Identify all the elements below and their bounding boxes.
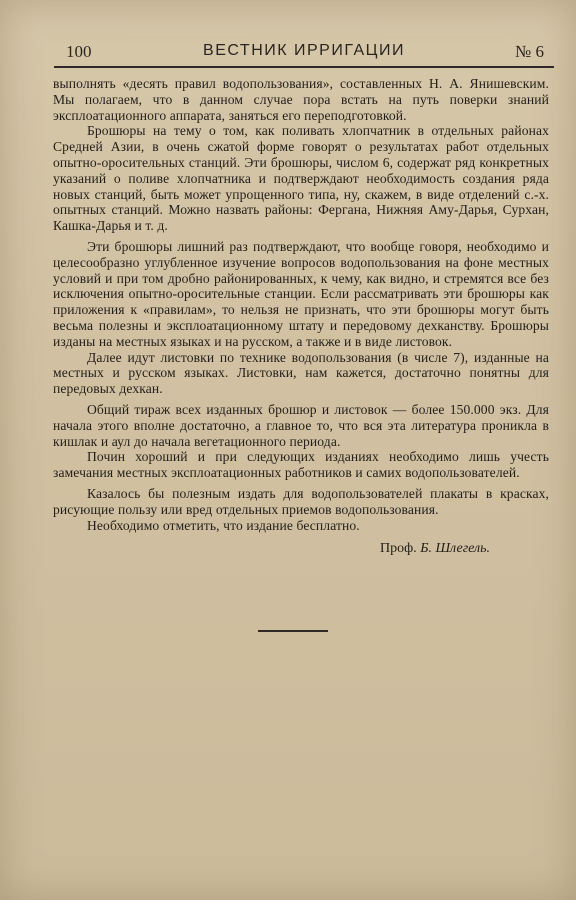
page-number: 100	[66, 42, 92, 61]
paragraph-1: выполнять «десять правил водопользования», составленных Н. А. Янишевским. Мы полагаем, что в данном случае пора встать на путь поверки знаний эксплоатационного аппарата, заняться его переподготовкой.	[53, 76, 549, 123]
header-rule	[54, 66, 554, 68]
article-body	[53, 76, 549, 533]
journal-title: ВЕСТНИК ИРРИГАЦИИ	[203, 42, 405, 59]
author-signature	[380, 541, 490, 557]
paragraph-7: Казалось бы полезным издать для водопользователей плакаты в красках, рисующие пользу или вред отдельных приемов водопользования.	[53, 485, 549, 517]
page-header	[54, 40, 554, 66]
paragraph-6: Почин хороший и при следующих изданиях необходимо лишь учесть замечания местных эксплоатационных работников и самих водопользователей.	[53, 449, 549, 481]
paragraph-5: Общий тираж всех изданных брошюр и листовок — более 150.000 экз. Для начала этого вполне достаточно, а главное то, что вся эта литература проникла в кишлак и аул до начала вегетационного периода.	[53, 401, 549, 449]
paragraph-2: Брошюры на тему о том, как поливать хлопчатник в отдельных районах Средней Азии, в очень сжатой форме говорят о результатах работ отдельных опытно-оросительных станций. Эти брошюры, числом 6, содержат ряд конкретных указаний о поливе хлопчатника и подтверждают необходимость создания ряда новых станций, быть может упрощенного типа, ну, скажем, в виде отделений с.-х. опытных станций. Можно назвать районы: Фергана, Нижняя Аму-Дарья, Сурхан, Кашка-Дарья и т. д.	[53, 123, 549, 234]
paragraph-8: Необходимо отметить, что издание бесплатно.	[87, 517, 360, 533]
author-name: Б. Шлегель.	[420, 541, 491, 556]
issue-number: № 6	[515, 42, 544, 61]
paragraph-4: Далее идут листовки по технике водопользования (в числе 7), изданные на местных и русском языках. Листовки, нам кажется, достаточно понятны для передовых дехкан.	[53, 349, 549, 397]
author-title: Проф.	[380, 541, 417, 556]
end-of-article-rule	[258, 630, 328, 632]
paragraph-3: Эти брошюры лишний раз подтверждают, что вообще говоря, необходимо и целесообразно углубленное изучение вопросов водопользования на фоне местных условий и при том дробно районированных, к чему, как видно, и стремятся все без исключения опытно-оросительные станции. Если рассматривать эти брошюры как приложения к «правилам», то нельзя не признать, что эти брошюры могут быть весьма полезны и эксплоатационному штату и передовому дехканству. Брошюры изданы на местных языках и на русском, а также и в виде листовок.	[53, 238, 549, 349]
